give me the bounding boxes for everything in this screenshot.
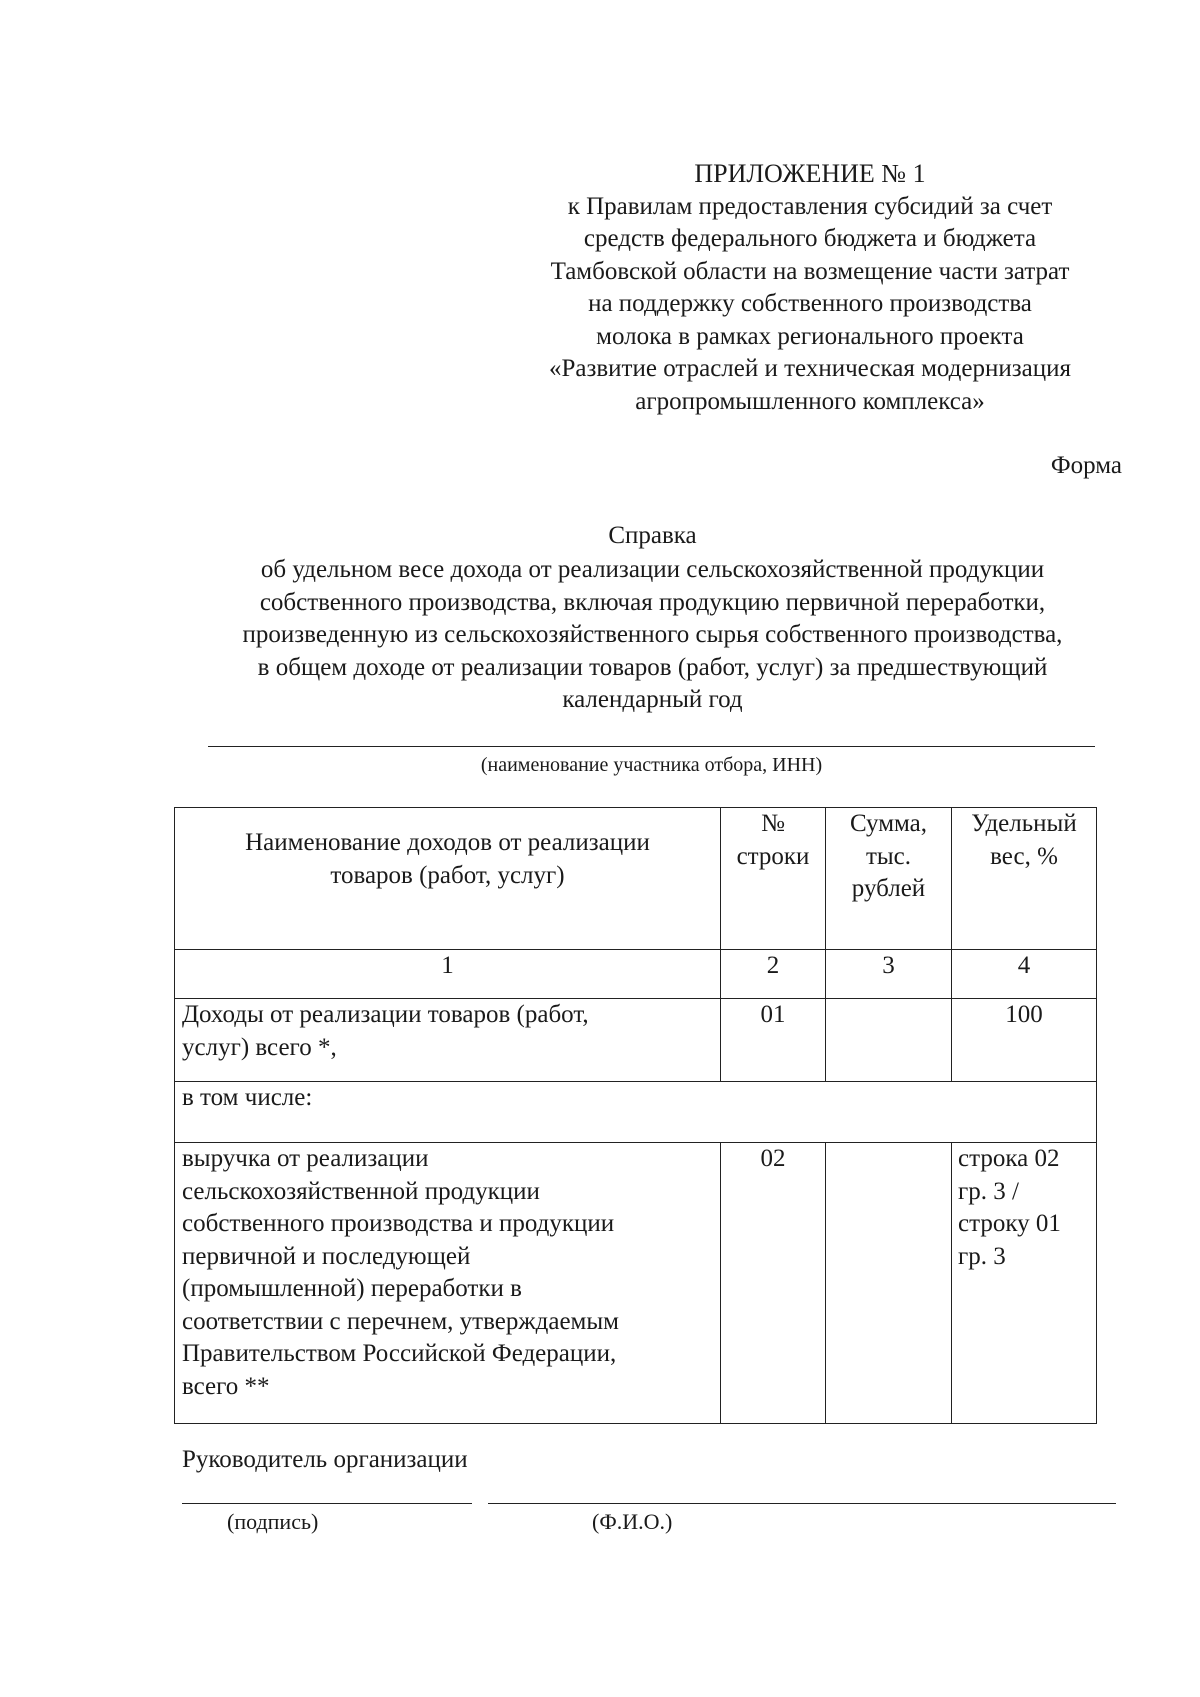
subtitle-line: в общем доходе от реализации товаров (работ, услуг) за предшествующий <box>257 653 1048 681</box>
cell-text: 100 <box>1005 1001 1043 1028</box>
subtitle-line: собственного производства, включая продукцию первичной переработки, <box>259 588 1046 616</box>
cell-text: гр. 3 <box>958 1242 1006 1270</box>
annex-line: на поддержку собственного производства <box>588 290 1032 317</box>
column-number: 2 <box>721 950 826 999</box>
participant-caption: (наименование участника отбора, ИНН) <box>480 754 823 776</box>
cell-text: строку 01 <box>958 1210 1061 1237</box>
amount-input-cell[interactable] <box>826 1143 952 1424</box>
cell-text: гр. 3 / <box>958 1177 1019 1205</box>
table-row <box>175 1082 1097 1143</box>
subtitle-line: об удельном весе дохода от реализации сельскохозяйственной продукции <box>260 556 1045 583</box>
annex-header <box>510 158 1110 418</box>
header-text: Сумма, <box>849 810 928 837</box>
section-label-cell: в том числе: <box>175 1082 1097 1143</box>
annex-line: средств федерального бюджета и бюджета <box>583 225 1037 252</box>
full-name-caption: (Ф.И.О.) <box>592 1509 673 1534</box>
header-amount <box>826 808 952 950</box>
cell-text: первичной и последующей <box>182 1242 471 1270</box>
table-header-row <box>175 808 1097 950</box>
header-text: рублей <box>851 875 926 902</box>
header-text: Наименование доходов от реализации <box>245 829 650 856</box>
participant-blank-line[interactable] <box>208 746 1095 747</box>
full-name-blank-line[interactable] <box>488 1503 1116 1504</box>
header-text: Удельный <box>971 810 1077 837</box>
cell-text: сельскохозяйственной продукции <box>182 1177 540 1205</box>
cell-text: соответствии с перечнем, утверждаемым <box>182 1307 619 1335</box>
column-number: 1 <box>175 950 721 999</box>
annex-line: молока в рамках регионального проекта <box>596 322 1024 350</box>
header-row-number <box>721 808 826 950</box>
subtitle-line: календарный год <box>562 686 743 713</box>
header-text: вес, % <box>990 842 1058 870</box>
amount-input-cell[interactable] <box>826 999 952 1082</box>
row-number-cell: 02 <box>721 1143 826 1424</box>
subtitle-line: произведенную из сельскохозяйственного сырья собственного производства, <box>242 621 1063 648</box>
column-number: 3 <box>826 950 952 999</box>
share-percent-cell <box>952 999 1097 1082</box>
header-text: тыс. <box>865 842 912 870</box>
header-text: строки <box>736 842 810 870</box>
cell-text: строка 02 <box>958 1145 1060 1172</box>
income-name-cell <box>175 1143 721 1424</box>
header-text: № <box>761 810 785 837</box>
share-percent-cell <box>952 1143 1097 1424</box>
income-table <box>174 807 1097 1424</box>
head-of-organization-label: Руководитель организации <box>182 1446 468 1473</box>
annex-line: «Развитие отраслей и техническая модернизация <box>549 355 1071 382</box>
signature-caption: (подпись) <box>227 1509 319 1534</box>
header-text: товаров (работ, услуг) <box>330 861 565 889</box>
form-label: Форма <box>1050 452 1122 479</box>
cell-text: услуг) всего *, <box>182 1033 337 1061</box>
row-number-cell: 01 <box>721 999 826 1082</box>
annex-line: к Правилам предоставления субсидий за счет <box>567 192 1053 220</box>
cell-text: Правительством Российской Федерации, <box>182 1340 617 1367</box>
signature-blank-line[interactable] <box>182 1503 472 1504</box>
cell-text: Доходы от реализации товаров (работ, <box>182 1001 589 1028</box>
header-income-name <box>175 808 721 950</box>
annex-line: агропромышленного комплекса» <box>635 387 985 415</box>
annex-line: Тамбовской области на возмещение части затрат <box>550 257 1070 285</box>
annex-title: ПРИЛОЖЕНИЕ № 1 <box>694 159 926 188</box>
cell-text: всего ** <box>182 1372 270 1400</box>
header-share-percent <box>952 808 1097 950</box>
cell-text: выручка от реализации <box>182 1145 429 1172</box>
cell-text: (промышленной) переработки в <box>182 1275 522 1302</box>
income-name-cell <box>175 999 721 1082</box>
document-subtitle <box>160 554 1145 717</box>
column-number: 4 <box>952 950 1097 999</box>
document-title: Справка <box>608 522 697 549</box>
cell-text: собственного производства и продукции <box>182 1210 615 1237</box>
column-numbers-row <box>175 950 1097 999</box>
table-row <box>175 999 1097 1082</box>
table-row <box>175 1143 1097 1424</box>
